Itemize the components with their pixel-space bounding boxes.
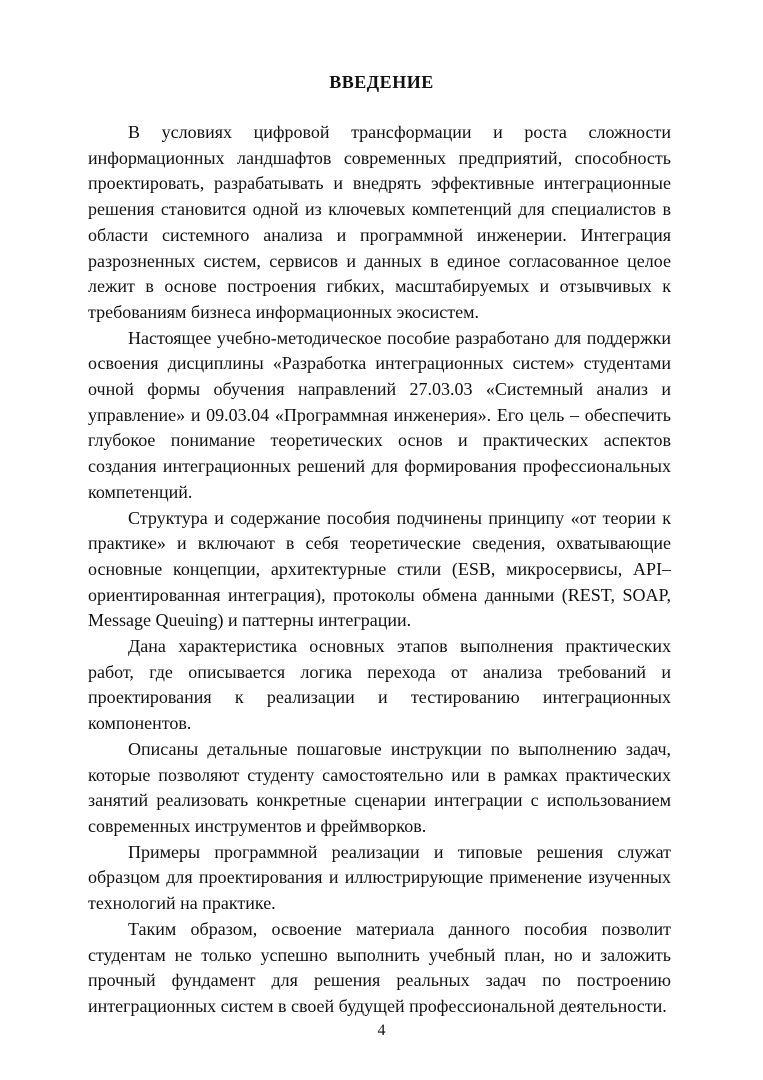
paragraph-3: Структура и содержание пособия подчинены принципу «от теории к практике» и включают в себя теоретические сведения, охватывающие основные концепции, архитектурные стили (ESB, микросервисы, API–ориентированная интеграция), протоколы обмена данными (REST, SOAP, Message Queuing) и паттерны интеграции. xyxy=(88,507,671,631)
page-number: 4 xyxy=(377,1022,386,1039)
paragraph-6: Примеры программной реализации и типовые решения служат образцом для проектирования и иллюстрирующие применение изученных технологий на практике. xyxy=(88,841,671,914)
page-title: ВВЕДЕНИЕ xyxy=(329,72,434,92)
paragraph-2: Настоящее учебно-методическое пособие разработано для поддержки освоения дисциплины «Разработка интеграционных систем» студентами очной формы обучения направлений 27.03.03 «Системный анализ и управление» и 09.03.04 «Программная инженерия». Его цель – обеспечить глубокое понимание теоретических основ и практических аспектов создания интеграционных решений для формирования профессиональных компетенций. xyxy=(88,327,671,502)
paragraph-7: Таким образом, освоение материала данного пособия позволит студентам не только успешно выполнить учебный план, но и заложить прочный фундамент для решения реальных задач по построению интеграционных систем в своей будущей профессиональной деятельности. xyxy=(88,918,671,1016)
paragraph-1: В условиях цифровой трансформации и роста сложности информационных ландшафтов современных предприятий, способность проектировать, разрабатывать и внедрять эффективные интеграционные решения становится одной из ключевых компетенций для специалистов в области системного анализа и программной инженерии. Интеграция разрозненных систем, сервисов и данных в единое согласованное целое лежит в основе построения гибких, масштабируемых и отзывчивых к требованиям бизнеса информационных экосистем. xyxy=(88,122,671,322)
paragraph-4: Дана характеристика основных этапов выполнения практических работ, где описывается логика перехода от анализа требований и проектирования к реализации и тестированию интеграционных компонентов. xyxy=(88,636,671,734)
paragraph-5: Описаны детальные пошаговые инструкции по выполнению задач, которые позволяют студенту самостоятельно или в рамках практических занятий реализовать конкретные сценарии интеграции с использованием современных инструментов и фреймворков. xyxy=(88,738,671,836)
body-text xyxy=(88,120,671,1020)
